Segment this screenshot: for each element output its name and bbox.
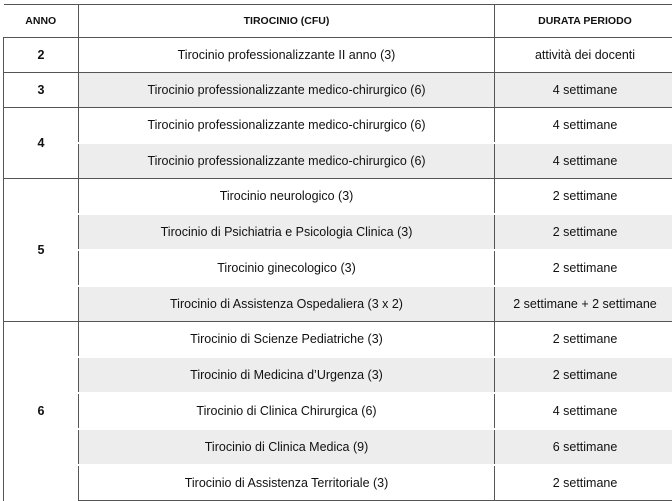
table-row xyxy=(4,179,672,215)
durata-cell: 2 settimane xyxy=(495,250,672,286)
anno-cell: 6 xyxy=(4,322,79,501)
anno-cell: 3 xyxy=(4,73,79,108)
durata-cell: 2 settimane xyxy=(495,465,672,501)
anno-cell: 5 xyxy=(4,179,79,322)
tirocinio-cell: Tirocinio di Clinica Chirurgica (6) xyxy=(79,393,495,429)
durata-cell: attività dei docenti xyxy=(495,38,672,73)
tirocinio-cell: Tirocinio professionalizzante medico-chirurgico (6) xyxy=(79,73,495,108)
table-row xyxy=(4,286,672,322)
table-row xyxy=(4,393,672,429)
durata-cell: 4 settimane xyxy=(495,393,672,429)
header-anno: ANNO xyxy=(4,5,79,38)
anno-cell: 4 xyxy=(4,108,79,179)
tirocinio-cell: Tirocinio di Clinica Medica (9) xyxy=(79,429,495,465)
table-row xyxy=(4,322,672,358)
tirocinio-cell: Tirocinio professionalizzante II anno (3) xyxy=(79,38,495,73)
durata-cell: 4 settimane xyxy=(495,143,672,179)
table-row xyxy=(4,214,672,250)
durata-cell: 2 settimane xyxy=(495,322,672,358)
table-row xyxy=(4,73,672,108)
tirocinio-cell: Tirocinio professionalizzante medico-chirurgico (6) xyxy=(79,143,495,179)
anno-cell: 2 xyxy=(4,38,79,73)
tirocinio-cell: Tirocinio di Assistenza Ospedaliera (3 x 2) xyxy=(79,286,495,322)
tirocinio-cell: Tirocinio di Medicina d’Urgenza (3) xyxy=(79,357,495,393)
table-row xyxy=(4,250,672,286)
durata-cell: 2 settimane xyxy=(495,357,672,393)
tirocinio-cell: Tirocinio neurologico (3) xyxy=(79,179,495,215)
tirocinio-cell: Tirocinio di Assistenza Territoriale (3) xyxy=(79,465,495,501)
durata-cell: 2 settimane xyxy=(495,214,672,250)
table-row xyxy=(4,108,672,144)
tirocinio-cell: Tirocinio di Scienze Pediatriche (3) xyxy=(79,322,495,358)
tirocinio-cell: Tirocinio professionalizzante medico-chirurgico (6) xyxy=(79,108,495,144)
durata-cell: 4 settimane xyxy=(495,108,672,144)
table-row xyxy=(4,143,672,179)
header-row xyxy=(4,5,672,38)
tirocinio-cell: Tirocinio ginecologico (3) xyxy=(79,250,495,286)
header-durata: DURATA PERIODO xyxy=(495,5,672,38)
durata-cell: 2 settimane xyxy=(495,179,672,215)
table-row xyxy=(4,357,672,393)
table-row xyxy=(4,38,672,73)
tirocinio-cell: Tirocinio di Psichiatria e Psicologia Clinica (3) xyxy=(79,214,495,250)
header-tirocinio: TIROCINIO (CFU) xyxy=(79,5,495,38)
durata-cell: 4 settimane xyxy=(495,73,672,108)
table-row xyxy=(4,429,672,465)
durata-cell: 6 settimane xyxy=(495,429,672,465)
tirocini-table xyxy=(3,4,672,501)
durata-cell: 2 settimane + 2 settimane xyxy=(495,286,672,322)
